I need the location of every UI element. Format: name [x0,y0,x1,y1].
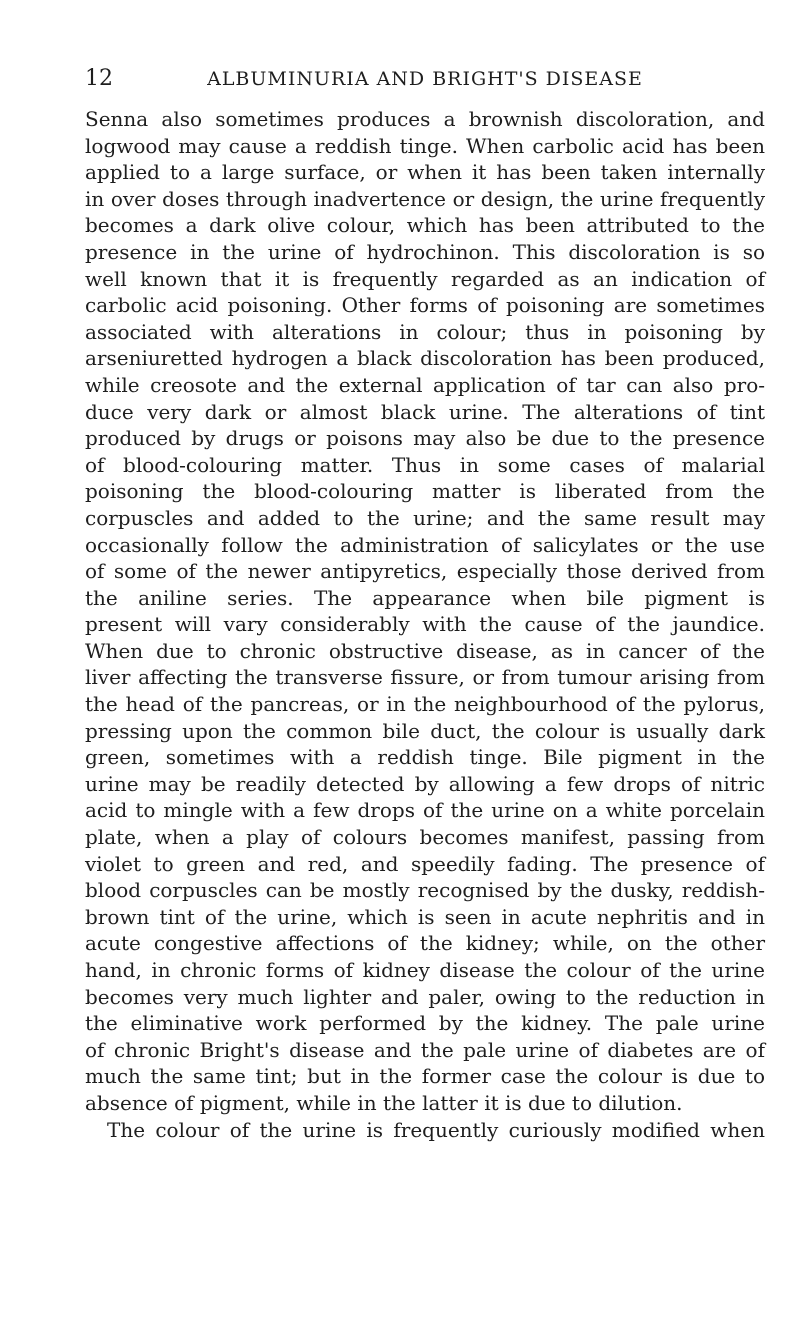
text-line: carbolic acid poisoning. Other forms of poisoning are sometimes [85,293,765,318]
text-line: produced by drugs or poisons may also be due to the presence [85,426,765,451]
text-line: while creosote and the external application of tar can also pro- [85,372,765,397]
text-line: of some of the newer antipyretics, especially those derived from [85,559,765,584]
text-line: the head of the pancreas, or in the neighbourhood of the pylorus, [85,692,765,717]
text-line: urine may be readily detected by allowing a few drops of nitric [85,771,765,796]
text-line: Senna also sometimes produces a brownish discoloration, and [85,107,765,131]
text-line: absence of pigment, while in the latter it is due to dilution. [85,1090,683,1115]
text-line: blood corpuscles can be mostly recognised by the dusky, reddish- [85,878,765,903]
text-line: corpuscles and added to the urine; and the same result may [85,505,765,530]
text-line: arseniuretted hydrogen a black discoloration has been produced, [85,346,765,371]
text-line: the aniline series. The appearance when bile pigment is [85,585,765,610]
text-line: occasionally follow the administration of salicylates or the use [85,532,765,557]
text-line: logwood may cause a reddish tinge. When carbolic acid has been [85,133,765,158]
text-line: becomes very much lighter and paler, owing to the reduction in [85,984,765,1009]
page-header [85,64,765,94]
text-line: well known that it is frequently regarded as an indication of [85,266,765,291]
text-line: presence in the urine of hydrochinon. This discoloration is so [85,239,765,264]
text-line: When due to chronic obstructive disease, as in cancer of the [85,638,765,663]
text-line: applied to a large surface, or when it has been taken internally [85,160,765,185]
text-line: present will vary considerably with the cause of the jaundice. [85,612,765,637]
text-line: pressing upon the common bile duct, the colour is usually dark [85,718,765,743]
text-line: much the same tint; but in the former case the colour is due to [85,1064,765,1089]
text-line: in over doses through inadvertence or design, the urine frequently [85,186,765,211]
text-line: the eliminative work performed by the kidney. The pale urine [85,1011,765,1036]
text-line: associated with alterations in colour; thus in poisoning by [85,319,765,344]
text-line: poisoning the blood-colouring matter is liberated from the [85,479,765,504]
text-line: of blood-colouring matter. Thus in some cases of malarial [85,452,765,477]
text-line: duce very dark or almost black urine. The alterations of tint [85,399,765,424]
running-title: ALBUMINURIA AND BRIGHT'S DISEASE [207,68,643,90]
text-line: The colour of the urine is frequently curiously modified when [107,1117,765,1142]
text-line: becomes a dark olive colour, which has been attributed to the [85,213,765,238]
text-line: brown tint of the urine, which is seen in acute nephritis and in [85,904,765,929]
text-line: hand, in chronic forms of kidney disease the colour of the urine [85,958,765,982]
text-line: plate, when a play of colours becomes manifest, passing from [85,825,765,850]
text-line: of chronic Bright's disease and the pale urine of diabetes are of [85,1037,765,1062]
text-line: liver affecting the transverse fissure, or from tumour arising from [85,665,765,690]
text-line: green, sometimes with a reddish tinge. Bile pigment in the [85,745,765,770]
page-number: 12 [85,66,113,91]
text-line: violet to green and red, and speedily fading. The presence of [85,851,765,876]
body-text [85,106,765,1143]
text-line: acid to mingle with a few drops of the urine on a white porcelain [85,798,765,823]
text-line: acute congestive affections of the kidney; while, on the other [85,931,765,956]
